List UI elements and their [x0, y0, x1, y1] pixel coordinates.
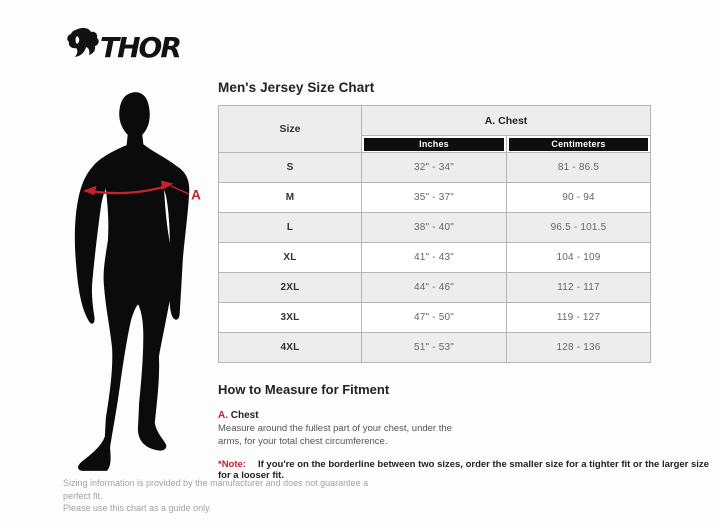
body-silhouette-graphic	[60, 90, 210, 475]
disclaimer-line-1: Sizing information is provided by the manufacturer and does not guarantee a perfect fit.	[63, 478, 369, 501]
size-chart-content	[218, 80, 652, 449]
column-header-inches: Inches	[364, 138, 504, 151]
centimeters-cell: 90 - 94	[507, 183, 651, 213]
centimeters-cell: 96.5 - 101.5	[507, 213, 651, 243]
measure-section	[218, 382, 652, 449]
measure-item-description: Measure around the fullest part of your chest, under the arms, for your total chest circumference.	[218, 423, 452, 447]
table-header-row	[219, 106, 651, 136]
size-cell: L	[219, 213, 362, 243]
column-header-size: Size	[219, 106, 362, 153]
thor-logo	[64, 26, 204, 66]
inches-cell: 51" - 53"	[362, 333, 507, 363]
note-label: *Note:	[218, 459, 246, 470]
centimeters-cell: 112 - 117	[507, 273, 651, 303]
centimeters-cell: 128 - 136	[507, 333, 651, 363]
column-header-chest-group: A. Chest	[362, 106, 651, 136]
chest-arrow-label: A	[191, 187, 201, 203]
table-body	[219, 153, 651, 363]
measure-item-chest	[218, 410, 652, 449]
note-text: If you're on the borderline between two sizes, order the smaller size for a tighter fit or the larger size for a looser fit.	[218, 459, 709, 481]
inches-cell: 47" - 50"	[362, 303, 507, 333]
size-chart-title: Men's Jersey Size Chart	[218, 80, 375, 95]
thor-logo-graphic	[64, 26, 204, 66]
table-row	[219, 273, 651, 303]
disclaimer-line-2: Please use this chart as a guide only.	[63, 503, 212, 514]
table-row	[219, 303, 651, 333]
inches-cell: 35" - 37"	[362, 183, 507, 213]
size-cell: 2XL	[219, 273, 362, 303]
thor-logo-text: THOR	[100, 31, 180, 64]
size-cell: XL	[219, 243, 362, 273]
measure-item-name: Chest	[230, 410, 259, 421]
size-cell: S	[219, 153, 362, 183]
table-row	[219, 243, 651, 273]
table-row	[219, 333, 651, 363]
inches-cell: 44" - 46"	[362, 273, 507, 303]
table-row	[219, 153, 651, 183]
disclaimer	[63, 477, 393, 515]
thor-helmet-icon	[67, 28, 98, 57]
inches-cell: 41" - 43"	[362, 243, 507, 273]
size-cell: M	[219, 183, 362, 213]
centimeters-cell: 104 - 109	[507, 243, 651, 273]
size-cell: 3XL	[219, 303, 362, 333]
size-chart-table	[218, 105, 651, 363]
size-cell: 4XL	[219, 333, 362, 363]
measure-section-title: How to Measure for Fitment	[218, 382, 390, 397]
measure-item-letter: A.	[218, 410, 228, 421]
inches-cell: 38" - 40"	[362, 213, 507, 243]
measurement-figure	[60, 90, 210, 475]
centimeters-cell: 81 - 86.5	[507, 153, 651, 183]
male-body-silhouette	[75, 92, 189, 471]
table-row	[219, 183, 651, 213]
table-row	[219, 213, 651, 243]
column-header-centimeters: Centimeters	[509, 138, 648, 151]
inches-cell: 32" - 34"	[362, 153, 507, 183]
centimeters-cell: 119 - 127	[507, 303, 651, 333]
